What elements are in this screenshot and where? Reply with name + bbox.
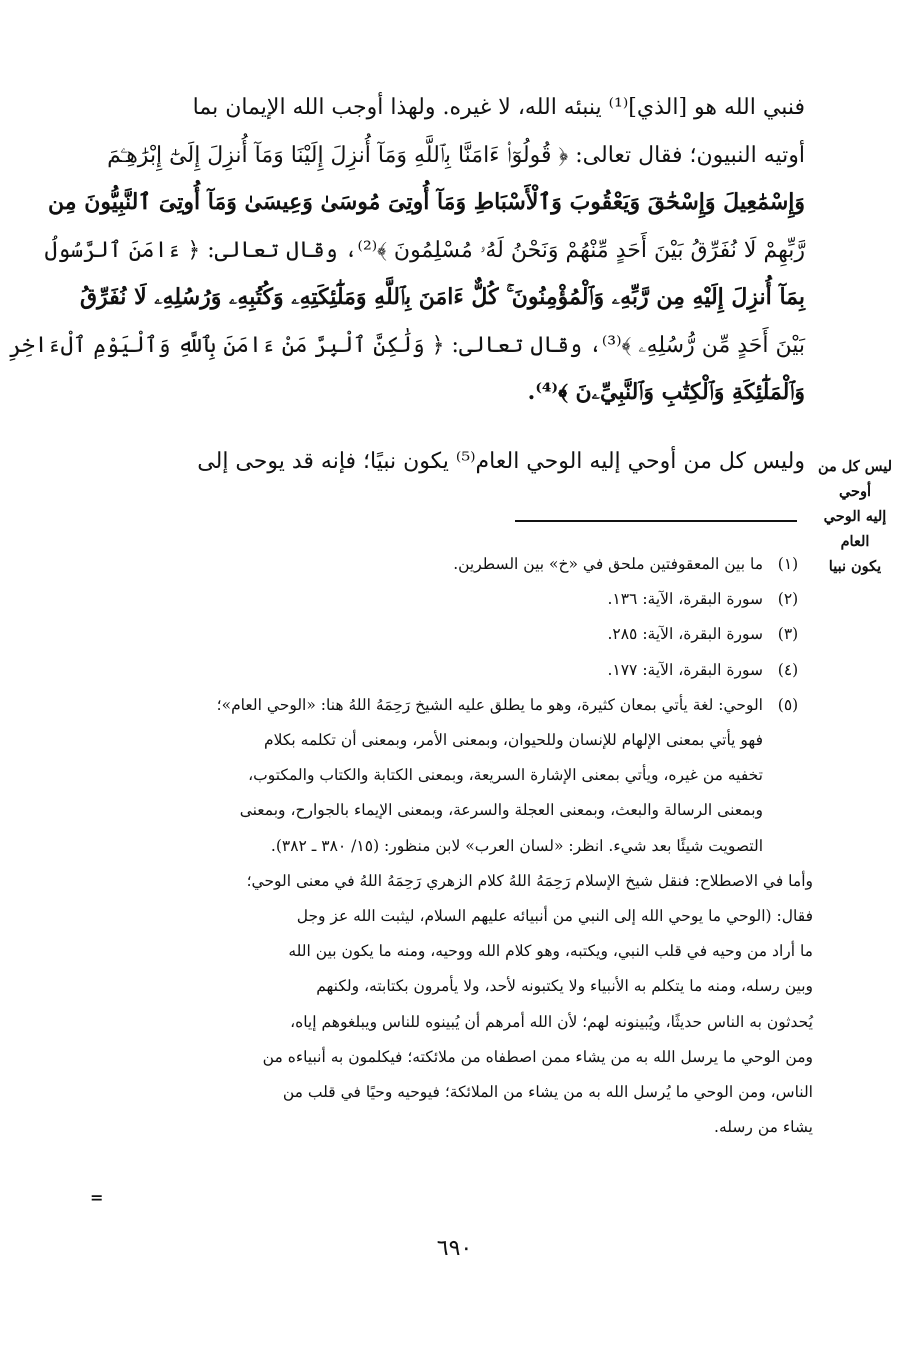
footnote [93, 617, 813, 652]
footnote-text: وبمعنى الرسالة والبعث، وبمعنى العجلة والسرعة، وبمعنى الإيماء بالجوارح، وبمعنى [239, 801, 763, 820]
footnote-text: التصويت شيئًا بعد شيء. انظر: «لسان العرب» لابن منظور: (١٥/ ٣٨٠ ـ ٣٨٢). [270, 836, 763, 855]
footnote-text: وأما في الاصطلاح: فنقل شيخ الإسلام رَحِمَهُ اللهُ كلام الزهري رَحِمَهُ اللهُ في معنى الوحي؛ [246, 871, 813, 890]
margin-note-line: ليس كل من أوحي [817, 458, 893, 500]
footnote-text: ما أراد من وحيه في قلب النبي، ويكتبه، وهو كلام الله ووحيه، ومنه ما يكون بين الله [288, 942, 813, 961]
footnote-text: سورة البقرة، الآية: ١٧٧. [607, 660, 763, 679]
footnote-text: ومن الوحي ما يرسل الله به من يشاء ممن اصطفاه من ملائكته؛ فيكلمون به أنبياءه من [262, 1047, 813, 1066]
footnote-number: (٥) [777, 695, 799, 714]
main-line: وَإِسْمَٰعِيلَ وَإِسْحَٰقَ وَيَعْقُوبَ وَٱلْأَسْبَاطِ وَمَآ أُوتِىَ مُوسَىٰ وَعِيسَىٰ وَمَآ أُوتِىَ ٱلنَّبِيُّونَ مِن [48, 189, 805, 215]
main-line: فنبي الله هو [الذي]⁽¹⁾ ينبئه الله، لا غيره. ولهذا أوجب الله الإيمان بما [192, 95, 805, 120]
footnote-text: الناس، ومن الوحي ما يُرسل الله به من يشاء من الملائكة؛ فيوحيه وحيًا في قلب من [282, 1083, 813, 1102]
footnote-text: وبين رسله، ومنه ما يتكلم به الأنبياء ولا يكتبونه لأحد، ولا يأمرون بكتابته، ولكنهم [316, 977, 813, 996]
footnote [93, 688, 813, 864]
footnote-separator [515, 520, 797, 522]
second-paragraph: وليس كل من أوحي إليه الوحي العام⁽⁵⁾ يكون نبيًا؛ فإنه قد يوحى إلى [197, 449, 805, 474]
footnote [93, 547, 813, 582]
main-line: بَيْنَ أَحَدٍ مِّن رُّسُلِهِۦ ﴾⁽³⁾، وقال تعالى: ﴿ وَلَٰكِنَّ ٱلْبِرَّ مَنْ ءَامَنَ بِٱللَّهِ وَٱلْيَوْمِ ٱلْءَاخِرِ [8, 332, 805, 358]
page-number: ٦٩٠ [436, 1236, 473, 1261]
footnote-text: تخفيه من غيره، ويأتي بمعنى الإشارة السريعة، وبمعنى الكتابة والكتاب والمكتوب، [248, 766, 763, 785]
footnote-text: يشاء من رسله. [714, 1118, 813, 1137]
main-line: وَٱلْمَلَٰٓئِكَةِ وَٱلْكِتَٰبِ وَٱلنَّبِيِّۦنَ ﴾⁽⁴⁾. [527, 379, 805, 405]
footnote-text: سورة البقرة، الآية: ١٣٦. [607, 590, 763, 609]
footnote-number: (٤) [777, 660, 799, 679]
main-text [8, 84, 805, 417]
main-line: رَّبِّهِمْ لَا نُفَرِّقُ بَيْنَ أَحَدٍ مِّنْهُمْ وَنَحْنُ لَهُۥ مُسْلِمُونَ ﴾⁽²⁾، وقال تعالى: ﴿ ءَامَنَ ٱلرَّسُولُ [44, 237, 805, 263]
continuation-mark: = [90, 1188, 104, 1207]
footnotes [93, 547, 813, 1145]
margin-note-line: إليه الوحي العام [823, 508, 887, 550]
footnote [93, 653, 813, 688]
footnote-text: الوحي: لغة يأتي بمعان كثيرة، وهو ما يطلق عليه الشيخ رَحِمَهُ اللهُ هنا: «الوحي العام»؛ [216, 695, 763, 714]
footnote-number: (٣) [777, 625, 799, 644]
footnote-text: يُحدثون به الناس حديثًا، ويُبينونه لهم؛ لأن الله أمرهم أن يُبينوه للناس ويبلغوهم إياه، [290, 1012, 813, 1031]
footnote-text: فهو يأتي بمعنى الإلهام للإنسان وللحيوان، وبمعنى الأمر، وبمعنى أن تكلمه بكلام [263, 731, 763, 750]
footnote-continuation [93, 864, 813, 1146]
margin-note-line: يكون نبيا [828, 558, 882, 575]
margin-note [807, 454, 903, 579]
main-line: أوتيه النبيون؛ فقال تعالى: ﴿ قُولُوٓا۟ ءَامَنَّا بِٱللَّهِ وَمَآ أُنزِلَ إِلَيْنَا وَمَآ أُنزِلَ إِلَىٰٓ إِبْرَٰهِـۧمَ [107, 142, 805, 168]
footnote [93, 582, 813, 617]
footnote-text: فقال: (الوحي ما يوحي الله إلى النبي من أنبيائه عليهم السلام، ليثبت الله عز وجل [296, 907, 813, 926]
main-line: بِمَآ أُنزِلَ إِلَيْهِ مِن رَّبِّهِۦ وَٱلْمُؤْمِنُونَ ۚ كُلٌّ ءَامَنَ بِٱللَّهِ وَمَلَٰٓئِكَتِهِۦ وَكُتُبِهِۦ وَرُسُلِهِۦ لَا نُفَرِّقُ [79, 284, 805, 310]
footnote-text: سورة البقرة، الآية: ٢٨٥. [607, 625, 763, 644]
footnote-number: (٢) [777, 590, 799, 609]
footnote-number: (١) [777, 555, 799, 573]
footnote-text: ما بين المعقوفتين ملحق في «خ» بين السطرين. [453, 555, 763, 573]
